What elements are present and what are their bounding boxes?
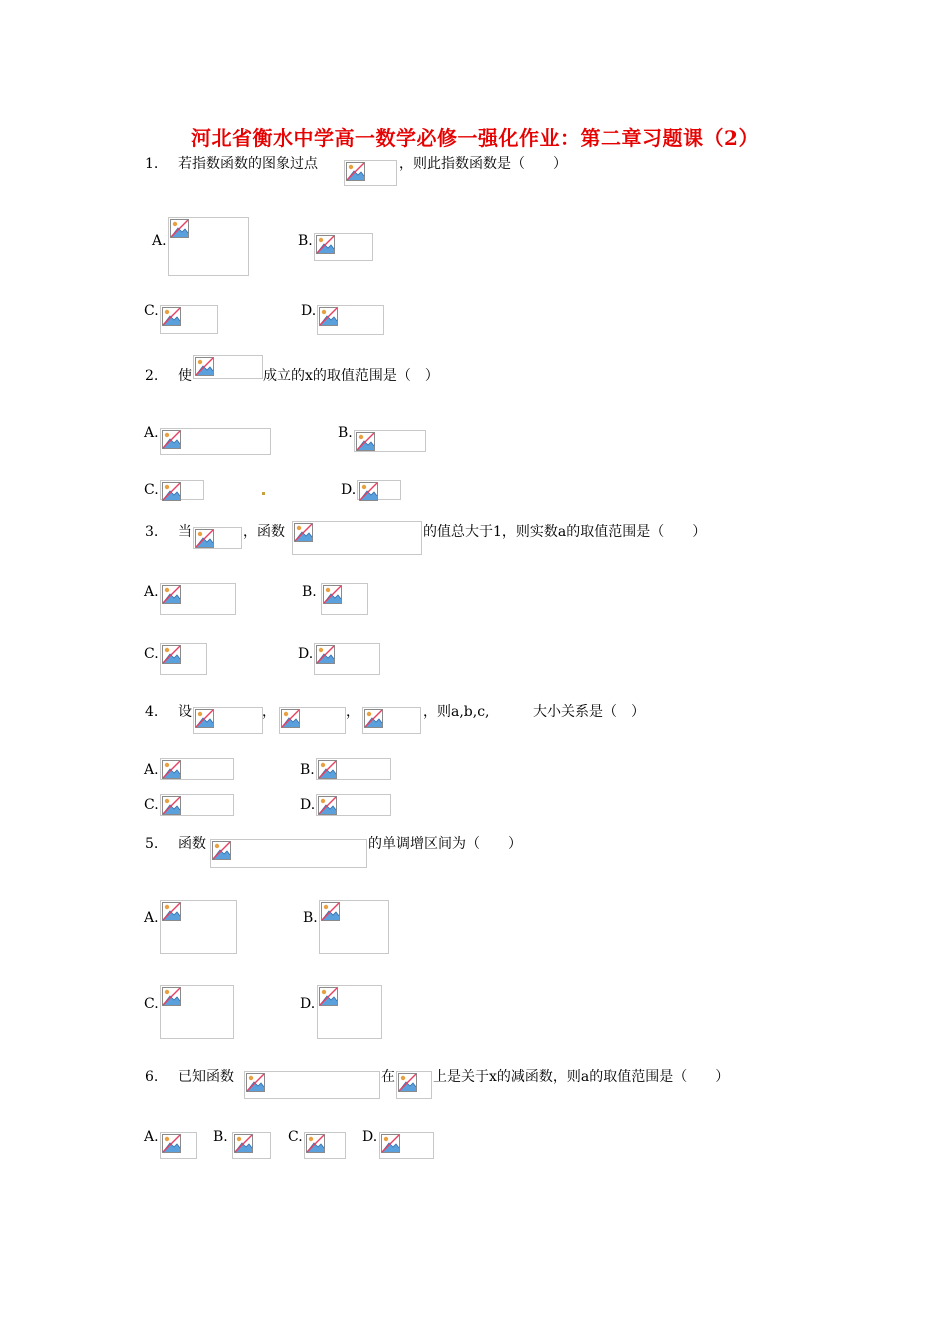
option-c-formula-image <box>160 985 234 1039</box>
option-a-label: A. <box>152 233 167 249</box>
option-d-formula-image <box>357 480 401 500</box>
stray-dot <box>262 492 265 495</box>
option-b-formula-image <box>316 758 391 780</box>
option-a-label: A. <box>144 425 159 441</box>
option-c-formula-image <box>160 794 234 816</box>
formula-image <box>344 160 397 186</box>
question-1-text: ，则此指数函数是（ ） <box>399 156 567 172</box>
question-4-text: ， <box>346 704 360 720</box>
formula-image <box>396 1071 432 1099</box>
question-4-text: ， <box>262 704 276 720</box>
formula-image <box>244 1071 380 1099</box>
option-b-formula-image <box>319 900 389 954</box>
question-1-text: 若指数函数的图象过点 <box>178 156 318 172</box>
option-d-label: D. <box>341 482 357 498</box>
option-a-formula-image <box>160 758 234 780</box>
option-b-label: B. <box>300 762 315 778</box>
question-4-text: ，则a,b,c, <box>423 704 490 720</box>
option-a-formula-image <box>160 583 236 615</box>
option-c-label: C. <box>144 303 159 319</box>
option-b-label: B. <box>302 584 317 600</box>
option-b-formula-image <box>232 1132 271 1159</box>
option-c-label: C. <box>288 1129 303 1145</box>
option-a-formula-image <box>160 1132 197 1159</box>
question-2-number: 2. <box>145 368 159 384</box>
option-c-formula-image <box>160 305 218 334</box>
question-5-text: 函数 <box>178 836 206 852</box>
option-c-label: C. <box>144 482 159 498</box>
option-b-label: B. <box>303 910 318 926</box>
option-d-formula-image <box>317 985 382 1039</box>
option-c-label: C. <box>144 797 159 813</box>
question-6-text: 已知函数 <box>178 1069 234 1085</box>
option-c-formula-image <box>160 480 204 500</box>
option-b-label: B. <box>298 233 313 249</box>
option-c-label: C. <box>144 996 159 1012</box>
question-5-text: 的单调增区间为（ ） <box>368 836 522 852</box>
option-d-formula-image <box>316 794 391 816</box>
formula-image <box>279 707 346 734</box>
question-3-text: 的值总大于1，则实数a的取值范围是（ ） <box>423 524 707 540</box>
option-d-formula-image <box>317 305 384 335</box>
option-d-label: D. <box>300 996 316 1012</box>
option-a-label: A. <box>144 1129 159 1145</box>
option-b-formula-image <box>321 583 368 615</box>
question-5-number: 5. <box>145 836 159 852</box>
option-b-formula-image <box>354 430 426 452</box>
option-a-formula-image <box>168 217 249 276</box>
question-3-text: ，函数 <box>243 524 285 540</box>
option-a-label: A. <box>144 584 159 600</box>
option-d-label: D. <box>300 797 316 813</box>
option-b-label: B. <box>213 1129 228 1145</box>
option-d-formula-image <box>379 1132 434 1159</box>
option-a-formula-image <box>160 428 271 455</box>
question-2-text: 使 <box>178 368 192 384</box>
question-6-text: 在 <box>381 1069 395 1085</box>
formula-image <box>210 839 367 868</box>
question-4-number: 4. <box>145 704 159 720</box>
option-d-label: D. <box>301 303 317 319</box>
option-a-label: A. <box>144 910 159 926</box>
question-3-text: 当 <box>178 524 192 540</box>
option-a-label: A. <box>144 762 159 778</box>
question-6-number: 6. <box>145 1069 159 1085</box>
formula-image <box>193 527 242 549</box>
formula-image <box>193 707 263 734</box>
question-3-number: 3. <box>145 524 159 540</box>
option-b-label: B. <box>338 425 353 441</box>
option-c-formula-image <box>304 1132 346 1159</box>
option-d-label: D. <box>298 646 314 662</box>
question-1-number: 1. <box>145 156 159 172</box>
question-4-text: 设 <box>178 704 192 720</box>
option-a-formula-image <box>160 900 237 954</box>
option-c-label: C. <box>144 646 159 662</box>
formula-image <box>292 521 422 555</box>
formula-image <box>193 355 263 379</box>
question-6-text: 上是关于x的减函数，则a的取值范围是（ ） <box>433 1069 730 1085</box>
question-4-text: 大小关系是（ ） <box>533 704 645 720</box>
formula-image <box>362 707 421 734</box>
option-b-formula-image <box>314 233 373 261</box>
option-d-formula-image <box>314 643 380 675</box>
page-title: 河北省衡水中学高一数学必修一强化作业：第二章习题课（2） <box>191 126 759 150</box>
question-2-text: 成立的x的取值范围是（ ） <box>263 368 439 384</box>
option-c-formula-image <box>160 643 207 675</box>
option-d-label: D. <box>362 1129 378 1145</box>
